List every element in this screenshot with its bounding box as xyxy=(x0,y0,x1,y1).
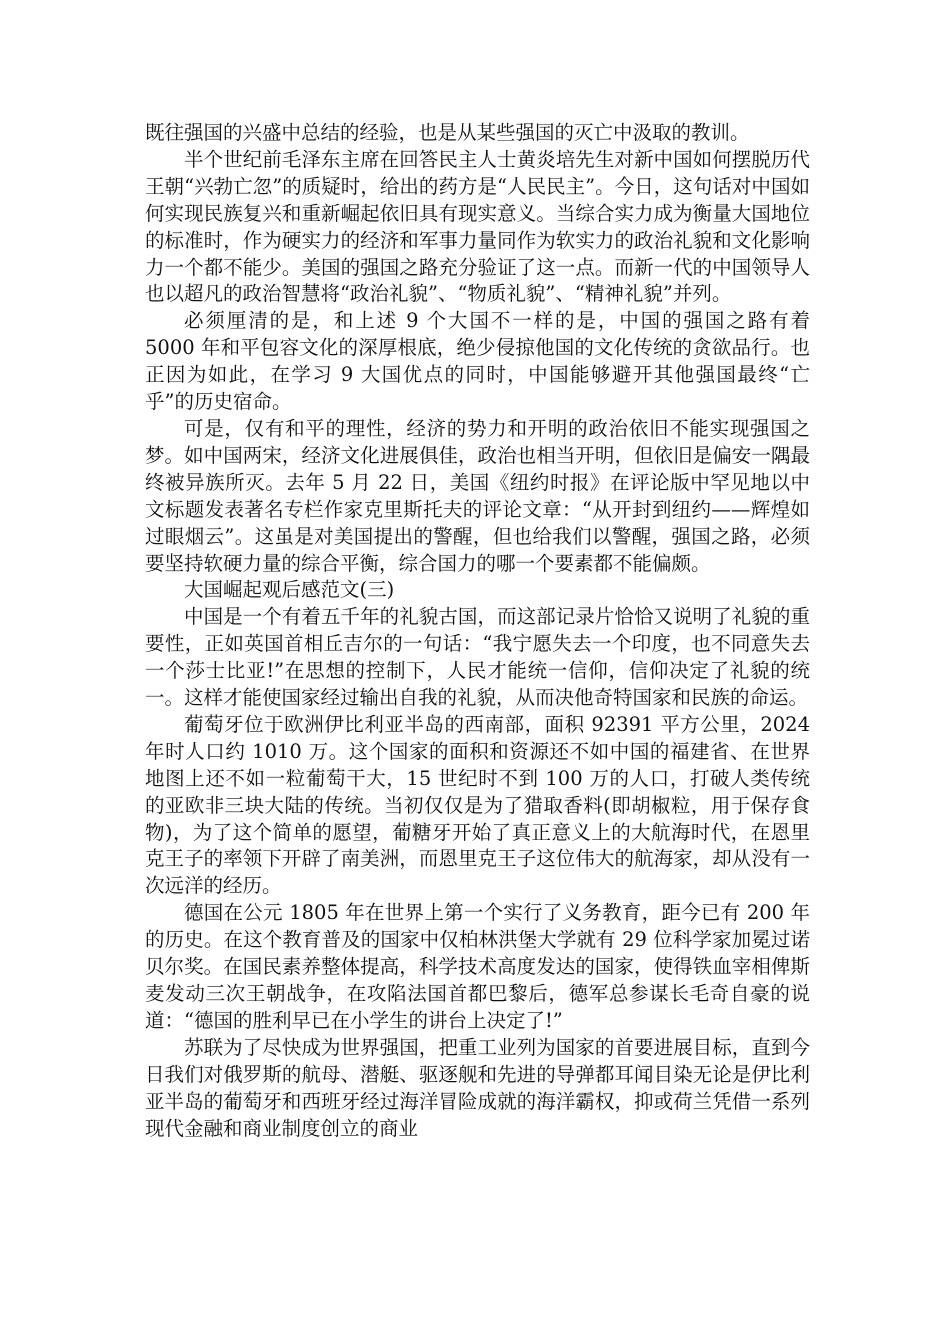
paragraph-4: 可是，仅有和平的理性，经济的势力和开明的政治依旧不能实现强国之梦。如中国两宋，经济文化进展俱佳，政治也相当开明，但依旧是偏安一隅最终被异族所灭。去年 5 月 22 日，美国《纽约时报》在评论版中罕见地以中文标题发表著名专栏作家克里斯托夫的评论文章：“从开封到纽约——辉煌如过眼烟云”。这虽是对美国提出的警醒，但也给我们以警醒，强国之路，必须要坚持软硬力量的综合平衡，综合国力的哪一个要素都不能偏颇。 xyxy=(145,416,810,575)
paragraph-2: 半个世纪前毛泽东主席在回答民主人士黄炎培先生对新中国如何摆脱历代王朝“兴勃亡忽”的质疑时，给出的药方是“人民民主”。今日，这句话对中国如何实现民族复兴和重新崛起依旧具有现实意义。当综合实力成为衡量大国地位的标准时，作为硬实力的经济和军事力量同作为软实力的政治礼貌和文化影响力一个都不能少。美国的强国之路充分验证了这一点。而新一代的中国领导人也以超凡的政治智慧将“政治礼貌”、“物质礼貌”、“精神礼貌”并列。 xyxy=(145,147,810,306)
document-body xyxy=(145,120,810,1142)
paragraph-7: 德国在公元 1805 年在世界上第一个实行了义务教育，距今已有 200 年的历史。在这个教育普及的国家中仅柏林洪堡大学就有 29 位科学家加冕过诺贝尔奖。在国民素养整体提高，科学技术高度发达的国家，使得铁血宰相俾斯麦发动三次王朝战争，在攻陷法国首都巴黎后，德军总参谋长毛奇自豪的说道：“德国的胜利早已在小学生的讲台上决定了!” xyxy=(145,901,810,1032)
paragraph-8: 苏联为了尽快成为世界强国，把重工业列为国家的首要进展目标，直到今日我们对俄罗斯的航母、潜艇、驱逐舰和先进的导弹都耳闻目染无论是伊比利亚半岛的葡萄牙和西班牙经过海洋冒险成就的海洋霸权，抑或荷兰凭借一系列现代金融和商业制度创立的商业 xyxy=(145,1035,810,1140)
paragraph-6: 葡萄牙位于欧洲伊比利亚半岛的西南部，面积 92391 平方公里，2024 年时人口约 1010 万。这个国家的面积和资源还不如中国的福建省、在世界地图上还不如一粒葡萄干大，15 世纪时不到 100 万的人口，打破人类传统的亚欧非三块大陆的传统。当初仅仅是为了猎取香料(即胡椒粒，用于保存食物)，为了这个简单的愿望，葡糖牙开始了真正意义上的大航海时代，在恩里克王子的率领下开辟了南美洲，而恩里克王子这位伟大的航海家，却从没有一次远洋的经历。 xyxy=(145,712,810,898)
section-heading: 大国崛起观后感范文(三) xyxy=(184,578,395,602)
paragraph-1: 既往强国的兴盛中总结的经验，也是从某些强国的灭亡中汲取的教训。 xyxy=(145,121,750,144)
paragraph-3: 必须厘清的是，和上述 9 个大国不一样的是，中国的强国之路有着 5000 年和平包容文化的深厚根底，绝少侵掠他国的文化传统的贪欲品行。也正因为如此，在学习 9 大国优点的同时，中国能够避开其他强国最终“亡乎”的历史宿命。 xyxy=(145,309,810,414)
paragraph-5: 中国是一个有着五千年的礼貌古国，而这部记录片恰恰又说明了礼貌的重要性，正如英国首相丘吉尔的一句话：“我宁愿失去一个印度，也不同意失去一个莎士比亚!”在思想的控制下，人民才能统一信仰，信仰决定了礼貌的统一。这样才能使国家经过输出自我的礼貌，从而决他奇特国家和民族的命运。 xyxy=(145,605,810,710)
